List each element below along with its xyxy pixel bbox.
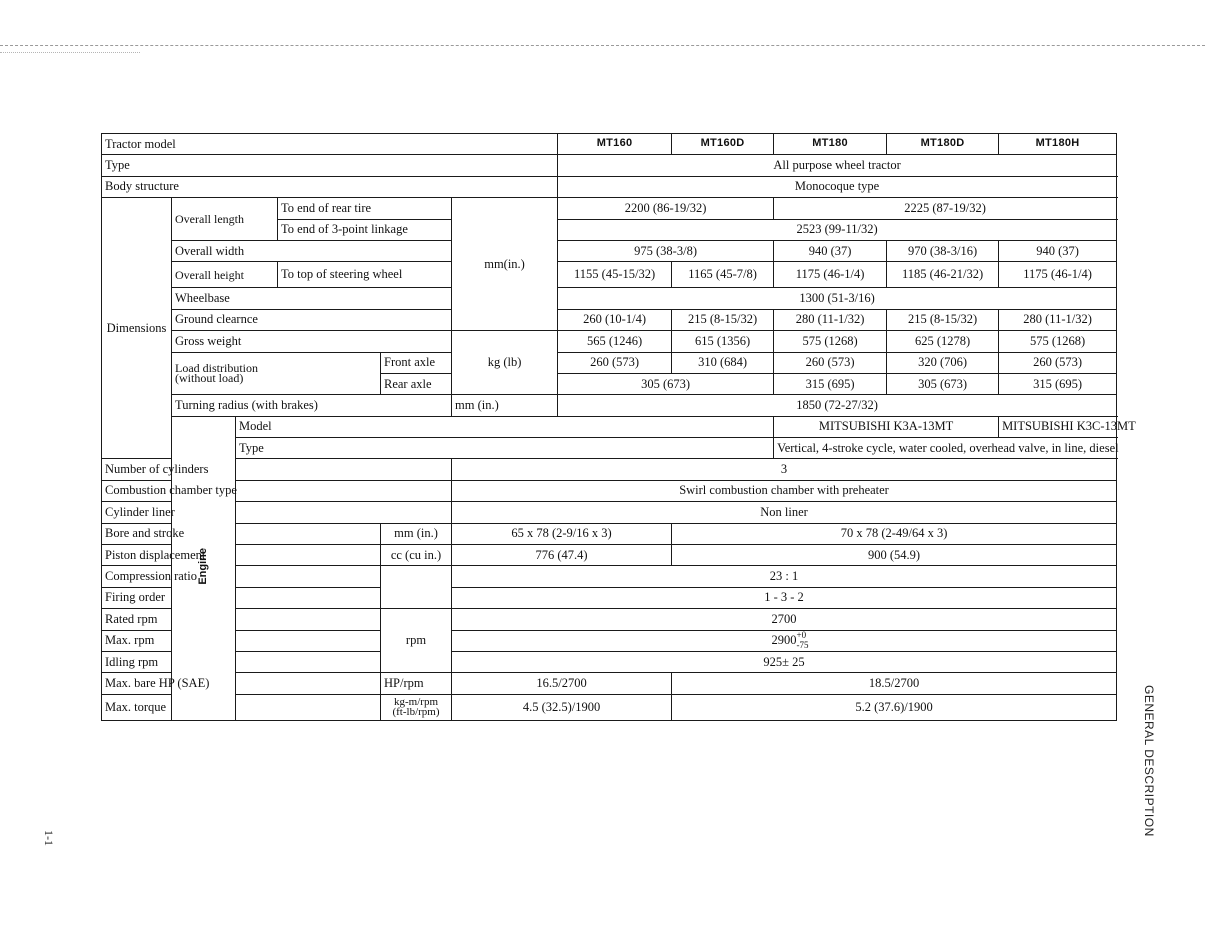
cell-value: 1850 (72-27/32) <box>558 395 1117 416</box>
cell-value: 940 (37) <box>774 240 887 261</box>
torque-row <box>102 694 1117 720</box>
unit-label: kg-m/rpm (ft-lb/rpm) <box>381 694 452 720</box>
cylinders-row <box>102 459 1117 480</box>
unit-label: kg (lb) <box>452 331 558 395</box>
row-label: Gross weight <box>172 331 452 352</box>
row-label: Bore and stroke <box>102 523 381 544</box>
displacement-row <box>102 545 1117 566</box>
cell-value: 280 (11-1/32) <box>999 309 1117 330</box>
row-label: Idling rpm <box>102 651 381 672</box>
row-label: Max. bare HP (SAE) <box>102 673 381 694</box>
cell-value: 1175 (46-1/4) <box>774 262 887 288</box>
unit-label: mm (in.) <box>452 395 558 416</box>
row-sublabel: To end of rear tire <box>278 198 452 219</box>
specifications-table <box>101 133 1136 721</box>
row-label: Cylinder liner <box>102 502 452 523</box>
row-label: Piston displacement <box>102 545 381 566</box>
row-sublabel: To top of steering wheel <box>278 262 452 288</box>
cell-value: 615 (1356) <box>672 331 774 352</box>
cell-value: 776 (47.4) <box>452 545 672 566</box>
compression-row <box>102 566 1117 587</box>
unit-label: HP/rpm <box>381 673 452 694</box>
model-header: MT180 <box>774 134 887 155</box>
row-sublabel: To end of 3-point linkage <box>278 219 452 240</box>
row-sublabel: Rear axle <box>381 373 452 394</box>
cell-value: 925± 25 <box>452 651 1117 672</box>
cell-value: 260 (573) <box>558 352 672 373</box>
model-header: MT160 <box>558 134 672 155</box>
liner-row <box>102 502 1117 523</box>
cell-value: 2700 <box>452 609 1117 630</box>
cell-value: 565 (1246) <box>558 331 672 352</box>
unit-blank <box>381 587 452 608</box>
cell-value: Non liner <box>452 502 1117 523</box>
row-label: Load distribution (without load) <box>172 352 381 395</box>
combustion-row <box>102 480 1117 501</box>
cell-value: 2225 (87-19/32) <box>774 198 1117 219</box>
cell-value: 3 <box>452 459 1117 480</box>
row-label: Body structure <box>102 176 558 197</box>
row-label: Combustion chamber type <box>102 480 452 501</box>
cell-value: 1 - 3 - 2 <box>452 587 1117 608</box>
row-label: Type <box>102 155 558 176</box>
cell-value: Swirl combustion chamber with preheater <box>452 480 1117 501</box>
row-label: Overall length <box>172 198 278 241</box>
type-row <box>102 155 1117 176</box>
row-label: Number of cylinders <box>102 459 452 480</box>
row-label: Type <box>236 438 774 459</box>
bare-hp-row <box>102 673 1117 694</box>
row-label: Rated rpm <box>102 609 381 630</box>
cell-value: 305 (673) <box>558 373 774 394</box>
cell-value: 970 (38-3/16) <box>887 240 999 261</box>
section-title: GENERAL DESCRIPTION <box>1142 685 1156 837</box>
row-label: Max. rpm <box>102 630 381 651</box>
cell-value: 215 (8-15/32) <box>672 309 774 330</box>
unit-blank <box>381 566 452 587</box>
cell-value: 1300 (51-3/16) <box>558 288 1117 309</box>
cell-value: 4.5 (32.5)/1900 <box>452 694 672 720</box>
row-sublabel: Front axle <box>381 352 452 373</box>
row-label: Wheelbase <box>172 288 452 309</box>
cell-value: 940 (37) <box>999 240 1117 261</box>
cell-value: 320 (706) <box>887 352 999 373</box>
max-rpm-row <box>102 630 1117 651</box>
unit-label: mm(in.) <box>452 198 558 331</box>
cell-value: 575 (1268) <box>999 331 1117 352</box>
unit-label: cc (cu in.) <box>381 545 452 566</box>
cell-value: 280 (11-1/32) <box>774 309 887 330</box>
row-label: Turning radius (with brakes) <box>172 395 452 416</box>
dimensions-section-label: Dimensions <box>102 198 172 459</box>
tractor-model-row <box>102 134 1117 155</box>
cell-value: 625 (1278) <box>887 331 999 352</box>
cell-value: 23 : 1 <box>452 566 1117 587</box>
ground-clearance-row <box>102 309 1117 330</box>
cell-value: 260 (10-1/4) <box>558 309 672 330</box>
row-label: Firing order <box>102 587 381 608</box>
cell-value: 575 (1268) <box>774 331 887 352</box>
load-front-row <box>102 352 1117 373</box>
cell-value: 975 (38-3/8) <box>558 240 774 261</box>
cell-value: 2900 +0 -75 <box>452 630 1117 651</box>
scan-artifact-line <box>0 52 140 53</box>
cell-value: 315 (695) <box>999 373 1117 394</box>
cell-value: 16.5/2700 <box>452 673 672 694</box>
cell-value: 215 (8-15/32) <box>887 309 999 330</box>
cell-value: 18.5/2700 <box>672 673 1117 694</box>
row-label: Overall height <box>172 262 278 288</box>
row-label: Max. torque <box>102 694 381 720</box>
cell-value: 2523 (99-11/32) <box>558 219 1117 240</box>
row-label: Compression ratio <box>102 566 381 587</box>
cell-value: 260 (573) <box>999 352 1117 373</box>
overall-length-rear-row <box>102 198 1117 219</box>
cell-value: 1175 (46-1/4) <box>999 262 1117 288</box>
overall-width-row <box>102 240 1117 261</box>
firing-row <box>102 587 1117 608</box>
model-header: MT160D <box>672 134 774 155</box>
overall-height-row <box>102 262 1117 288</box>
model-header: MT180D <box>887 134 999 155</box>
bore-stroke-row <box>102 523 1117 544</box>
cell-value: MITSUBISHI K3C-13MT <box>999 416 1117 437</box>
cell-value: 315 (695) <box>774 373 887 394</box>
cell-value: 2200 (86-19/32) <box>558 198 774 219</box>
cell-value: 70 x 78 (2-49/64 x 3) <box>672 523 1117 544</box>
turning-radius-row <box>102 395 1117 416</box>
model-header: MT180H <box>999 134 1117 155</box>
cell-value: 1165 (45-7/8) <box>672 262 774 288</box>
engine-type-row <box>102 438 1117 459</box>
cell-value: Vertical, 4-stroke cycle, water cooled, overhead valve, in line, diesel <box>774 438 1117 459</box>
row-label: Overall width <box>172 240 452 261</box>
scan-artifact-line <box>0 45 1205 46</box>
cell-value: 260 (573) <box>774 352 887 373</box>
rated-rpm-row <box>102 609 1117 630</box>
cell-value: 310 (684) <box>672 352 774 373</box>
engine-section-label: Engine <box>172 416 236 720</box>
row-label: Model <box>236 416 774 437</box>
unit-label: rpm <box>381 609 452 673</box>
row-label: Ground clearnce <box>172 309 452 330</box>
cell-value: 1185 (46-21/32) <box>887 262 999 288</box>
idling-rpm-row <box>102 651 1117 672</box>
wheelbase-row <box>102 288 1117 309</box>
cell-value: 900 (54.9) <box>672 545 1117 566</box>
gross-weight-row <box>102 331 1117 352</box>
page-number: 1-1 <box>42 830 56 846</box>
row-label: Tractor model <box>102 134 558 155</box>
cell-value: 305 (673) <box>887 373 999 394</box>
body-structure-row <box>102 176 1117 197</box>
cell-value: 1155 (45-15/32) <box>558 262 672 288</box>
cell-value: All purpose wheel tractor <box>558 155 1117 176</box>
cell-value: 65 x 78 (2-9/16 x 3) <box>452 523 672 544</box>
unit-label: mm (in.) <box>381 523 452 544</box>
cell-value: Monocoque type <box>558 176 1117 197</box>
cell-value: 5.2 (37.6)/1900 <box>672 694 1117 720</box>
engine-model-row <box>102 416 1117 437</box>
cell-value: MITSUBISHI K3A-13MT <box>774 416 999 437</box>
